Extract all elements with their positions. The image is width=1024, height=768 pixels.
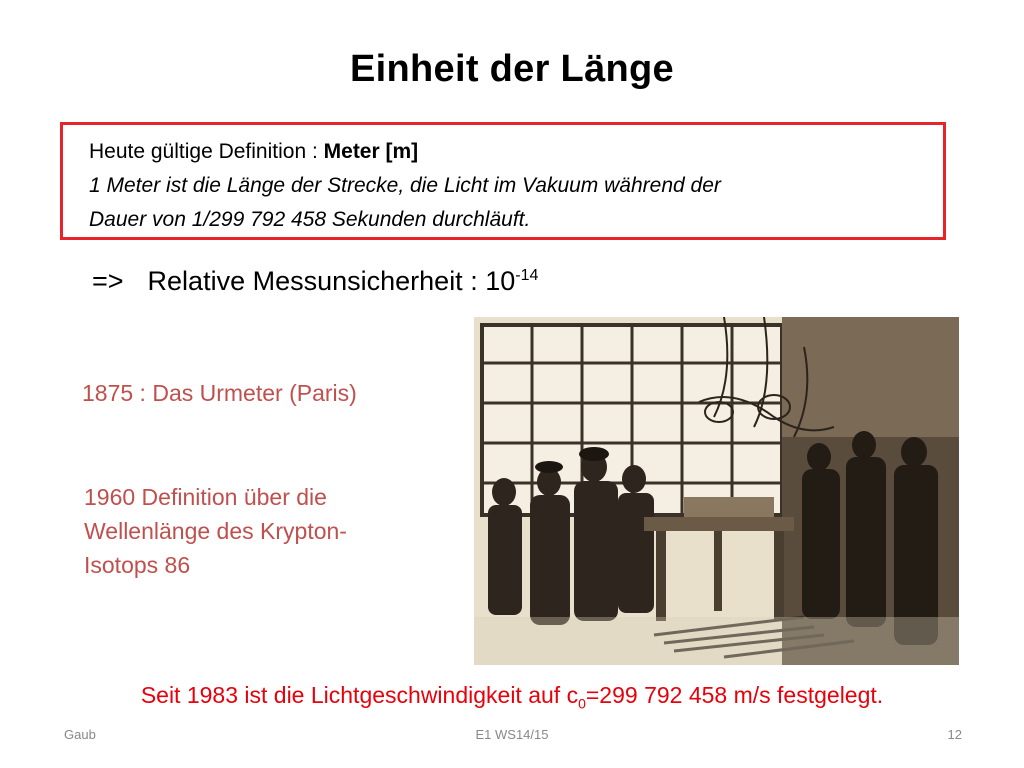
speed-of-light-statement [0,682,1024,712]
relative-uncertainty-exponent: -14 [515,267,539,284]
footer-course: E1 WS14/15 [475,727,549,742]
speed-of-light-prefix: Seit 1983 ist die Lichtgeschwindigkeit auf c [140,682,579,708]
history-1875: 1875 : Das Urmeter (Paris) [82,380,357,406]
footer-page-number: 12 [947,727,962,742]
relative-uncertainty [92,266,538,297]
definition-line-3: Dauer von 1/299 792 458 Sekunden durchläuft. [89,208,531,231]
definition-intro: Heute gültige Definition : [89,140,324,163]
speed-of-light-subscript: 0 [578,695,586,712]
speed-of-light-value: =299 792 458 m/s festgelegt. [585,682,884,708]
relative-uncertainty-text: Relative Messunsicherheit : 10 [147,266,516,296]
definition-line-2: 1 Meter ist die Länge der Strecke, die Licht im Vakuum während der [89,174,721,197]
footer-author: Gaub [64,727,96,742]
slide-title: Einheit der Länge [350,48,674,90]
urmeter-engraving-image [474,317,959,665]
history-1960: 1960 Definition über die Wellenlänge des Krypton-Isotops 86 [84,484,347,578]
definition-box [60,122,946,240]
definition-heading [89,135,418,169]
definition-term: Meter [m] [323,140,419,163]
implies-arrow: => [92,266,124,296]
